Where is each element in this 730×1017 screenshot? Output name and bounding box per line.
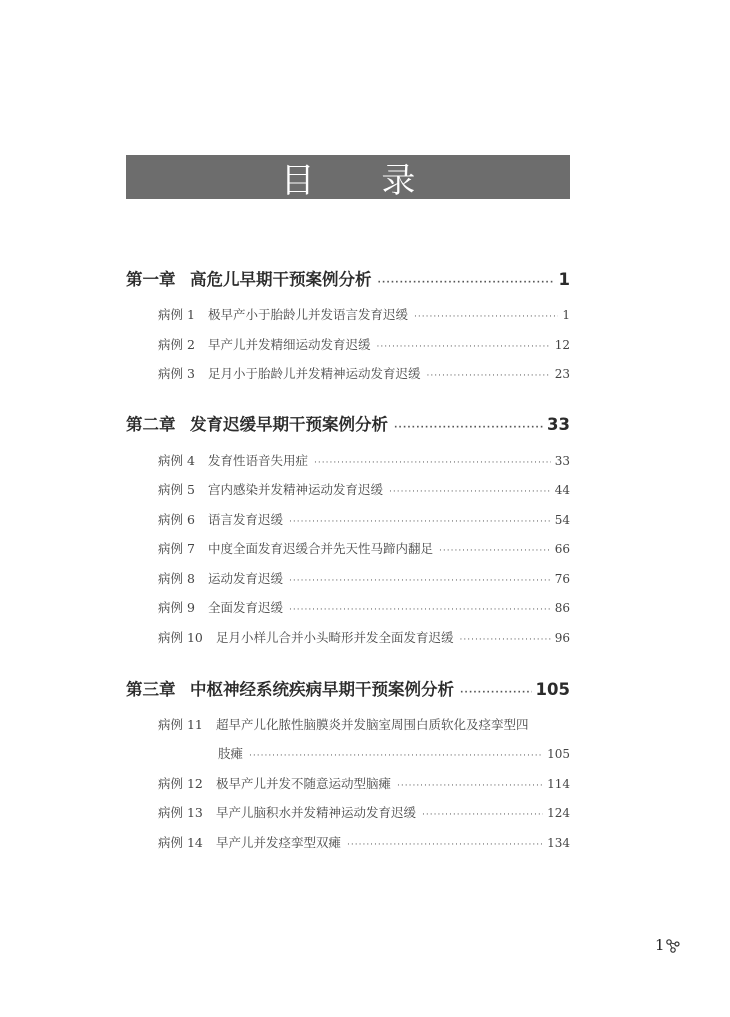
case-page: 114 <box>547 777 570 791</box>
case-number: 病例 14 <box>158 835 203 850</box>
leader-dots <box>427 371 551 381</box>
case-number: 病例 11 <box>158 717 203 732</box>
case-title: 足月小于胎龄儿并发精神运动发育迟缓 <box>208 366 421 381</box>
case-number: 病例 8 <box>158 571 195 586</box>
case-row[interactable] <box>158 598 570 616</box>
leader-dots <box>460 688 532 698</box>
case-row[interactable] <box>158 305 570 323</box>
leader-dots <box>377 342 551 352</box>
case-page: 86 <box>554 601 570 615</box>
case-page: 124 <box>547 806 570 820</box>
case-number: 病例 7 <box>158 541 195 556</box>
case-row-continuation[interactable] <box>218 744 570 762</box>
case-title: 发育性语音失用症 <box>208 453 309 468</box>
case-page: 33 <box>554 454 570 468</box>
case-page: 1 <box>562 308 570 322</box>
chapter-row[interactable] <box>126 676 570 700</box>
case-number: 病例 5 <box>158 482 195 497</box>
case-row[interactable] <box>158 364 570 382</box>
leader-dots <box>389 487 551 497</box>
leader-dots <box>314 458 551 468</box>
case-page: 96 <box>554 631 570 645</box>
leader-dots <box>394 423 543 433</box>
chapter-number: 第三章 <box>126 680 176 699</box>
case-page: 44 <box>554 483 570 497</box>
case-number: 病例 9 <box>158 600 195 615</box>
chapter-page: 105 <box>535 680 570 699</box>
case-page: 54 <box>554 513 570 527</box>
case-row[interactable] <box>158 335 570 353</box>
leader-dots <box>249 751 543 761</box>
case-title: 极早产小于胎龄儿并发语言发育迟缓 <box>208 307 409 322</box>
case-row[interactable] <box>158 715 570 733</box>
case-page: 76 <box>554 572 570 586</box>
chapter-number: 第二章 <box>126 415 176 434</box>
toc-heading: 目 录 <box>126 155 570 199</box>
case-page: 134 <box>547 836 570 850</box>
leader-dots <box>347 840 543 850</box>
case-row[interactable] <box>158 480 570 498</box>
case-page: 23 <box>554 367 570 381</box>
page-number: 1 <box>655 936 665 954</box>
chapter-title: 中枢神经系统疾病早期干预案例分析 <box>190 680 454 699</box>
case-number: 病例 12 <box>158 776 203 791</box>
case-title: 宫内感染并发精神运动发育迟缓 <box>208 482 384 497</box>
case-number: 病例 6 <box>158 512 195 527</box>
leader-dots <box>414 312 558 322</box>
case-row[interactable] <box>158 774 570 792</box>
case-row[interactable] <box>158 539 570 557</box>
leader-dots <box>397 781 543 791</box>
case-page: 105 <box>547 747 570 761</box>
chapter-title: 高危儿早期干预案例分析 <box>190 270 372 289</box>
case-title: 全面发育迟缓 <box>208 600 284 615</box>
chapter-row[interactable] <box>126 266 570 290</box>
chapter-number: 第一章 <box>126 270 176 289</box>
leader-dots <box>289 517 551 527</box>
case-row[interactable] <box>158 510 570 528</box>
chapter-row[interactable] <box>126 411 570 435</box>
leader-dots <box>439 546 551 556</box>
case-row[interactable] <box>158 451 570 469</box>
leader-dots <box>378 278 555 288</box>
case-row[interactable] <box>158 833 570 851</box>
leader-dots <box>422 810 543 820</box>
leader-dots <box>289 605 551 615</box>
case-number: 病例 2 <box>158 337 195 352</box>
case-row[interactable] <box>158 628 570 646</box>
case-number: 病例 1 <box>158 307 195 322</box>
chapter-page: 1 <box>558 270 570 289</box>
leader-dots <box>289 576 551 586</box>
case-title: 中度全面发育迟缓合并先天性马蹄内翻足 <box>208 541 434 556</box>
case-page: 12 <box>554 338 570 352</box>
case-title: 运动发育迟缓 <box>208 571 284 586</box>
decorative-molecule-icon <box>665 938 681 954</box>
case-number: 病例 13 <box>158 805 203 820</box>
case-row[interactable] <box>158 569 570 587</box>
case-number: 病例 10 <box>158 630 203 645</box>
case-title: 极早产儿并发不随意运动型脑瘫 <box>216 776 392 791</box>
case-title: 早产儿脑积水并发精神运动发育迟缓 <box>216 805 417 820</box>
case-page: 66 <box>554 542 570 556</box>
case-title: 足月小样儿合并小头畸形并发全面发育迟缓 <box>216 630 454 645</box>
case-number: 病例 4 <box>158 453 195 468</box>
case-title: 早产儿并发痉挛型双瘫 <box>216 835 342 850</box>
case-title: 超早产儿化脓性脑膜炎并发脑室周围白质软化及痉挛型四 <box>216 717 529 732</box>
case-title: 语言发育迟缓 <box>208 512 284 527</box>
case-title: 早产儿并发精细运动发育迟缓 <box>208 337 371 352</box>
chapter-page: 33 <box>547 415 570 434</box>
case-number: 病例 3 <box>158 366 195 381</box>
chapter-title: 发育迟缓早期干预案例分析 <box>190 415 388 434</box>
case-row[interactable] <box>158 803 570 821</box>
case-title-continuation: 肢瘫 <box>218 746 244 761</box>
leader-dots <box>460 635 551 645</box>
